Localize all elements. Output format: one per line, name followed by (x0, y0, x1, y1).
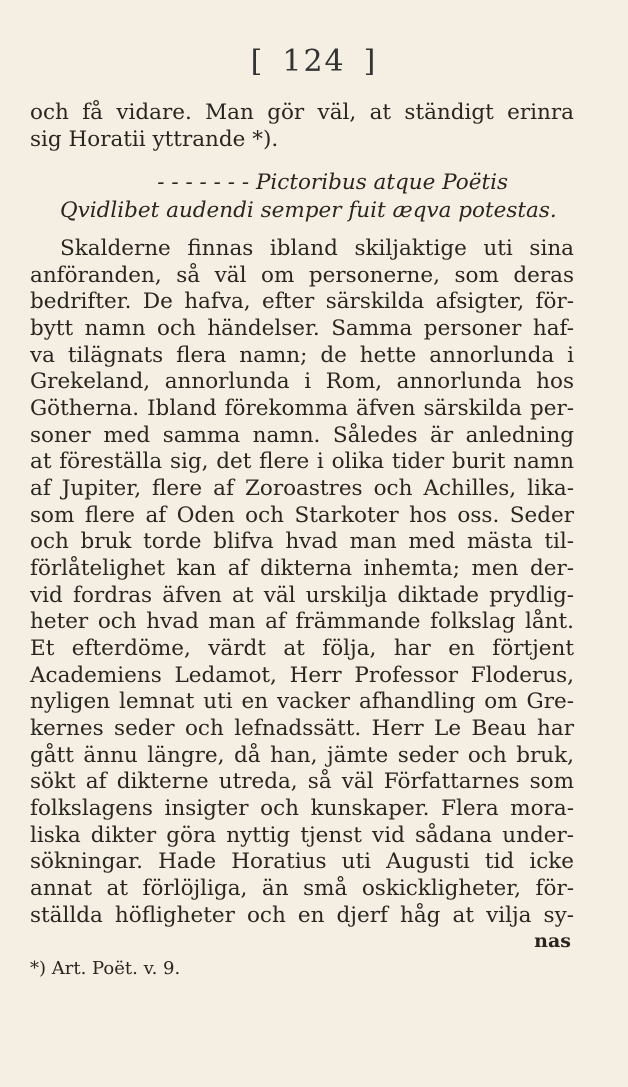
body-line: som flere af Oden och Starkoter hos oss. Seder (30, 503, 574, 528)
body-line: bedrifter. De hafva, efter särskilda afsigter, för- (30, 289, 574, 314)
body-line: sökningar. Hade Horatius uti Augusti tid icke (30, 849, 574, 874)
body-line: folkslagens insigter och kunskaper. Flera mora- (30, 796, 574, 821)
bracket-right: ] (363, 44, 378, 79)
footnote: *) Art. Poët. v. 9. (30, 958, 181, 979)
body-line: sökt af dikterne utreda, så väl Författarnes som (30, 769, 574, 794)
body-line: heter och hvad man af främmande folkslag lånt. (30, 609, 574, 634)
body-line: nyligen lemnat uti en vacker afhandling om Gre- (30, 689, 574, 714)
bracket-left: [ (250, 44, 265, 79)
body-line: ställda höfligheter och en djerf håg at vilja sy- (30, 903, 574, 928)
intro-line: och få vidare. Man gör väl, at ständigt erinra (30, 100, 574, 125)
catchword: nas (534, 930, 571, 952)
body-line: Grekeland, annorlunda i Rom, annorlunda hos (30, 369, 574, 394)
body-line: soner med samma namn. Således är anledning (30, 423, 574, 448)
body-line: kernes seder och lefnadssätt. Herr Le Beau har (30, 716, 574, 741)
intro-line: sig Horatii yttrande *). (30, 127, 279, 152)
body-line: bytt namn och händelser. Samma personer haf- (30, 316, 574, 341)
page-header (0, 44, 628, 79)
body-line: Et efterdöme, värdt at följa, har en förtjent (30, 636, 574, 661)
quote-line: - - - - - - - Pictoribus atque Poëtis (157, 170, 508, 195)
body-line: Götherna. Ibland förekomma äfven särskilda per- (30, 396, 574, 421)
body-line: och bruk torde blifva hvad man med mästa til- (30, 529, 574, 554)
body-line: at föreställa sig, det flere i olika tider burit namn (30, 449, 574, 474)
body-line: liska dikter göra nyttig tjenst vid sådana under- (30, 823, 574, 848)
body-line: gått ännu längre, då han, jämte seder och bruk, (30, 743, 574, 768)
body-line: Academiens Ledamot, Herr Professor Floderus, (30, 663, 574, 688)
page-number: 124 (282, 44, 346, 79)
body-line: förlåtelighet kan af dikterna inhemta; men der- (30, 556, 574, 581)
quote-line: Qvidlibet audendi semper fuit æqva potestas. (60, 198, 557, 223)
body-line: af Jupiter, flere af Zoroastres och Achilles, lika- (30, 476, 574, 501)
body-line: va tilägnats flera namn; de hette annorlunda i (30, 343, 574, 368)
body-line: annat at förlöjliga, än små oskickligheter, för- (30, 876, 574, 901)
body-line: anföranden, så väl om personerne, som deras (30, 263, 574, 288)
body-line: Skalderne finnas ibland skiljaktige uti sina (60, 236, 574, 261)
body-line: vid fordras äfven at väl urskilja diktade prydlig- (30, 583, 574, 608)
